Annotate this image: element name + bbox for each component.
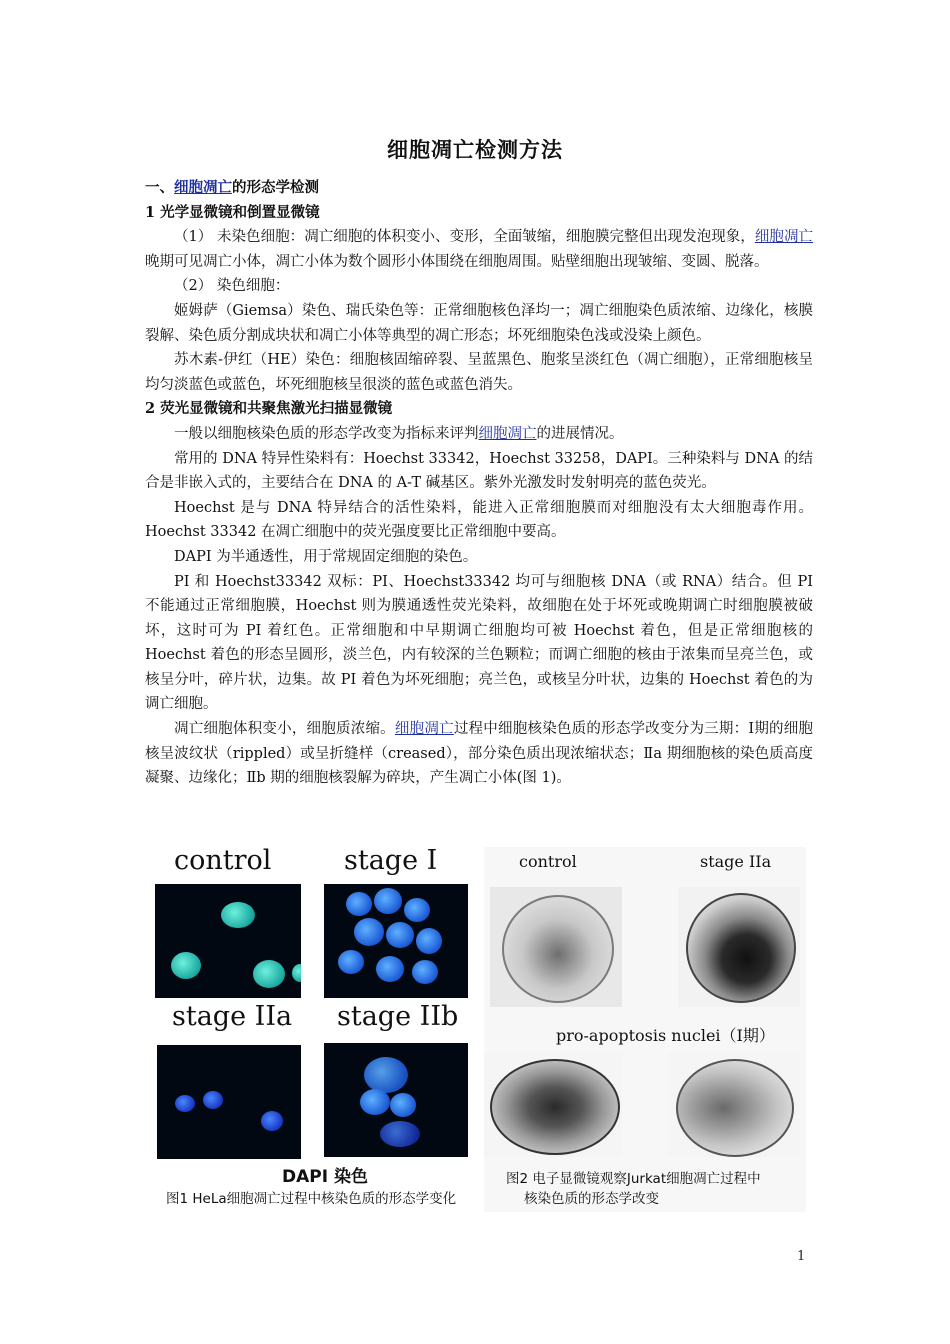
nucleus bbox=[416, 928, 442, 954]
paragraph-pi-hoechst: PI 和 Hoechst33342 双标：PI、Hoechst33342 均可与细胞核 DNA（或 RNA）结合。但 PI 不能通过正常细胞膜，Hoechst 则为膜通透性荧光染料，故细胞在处于坏死或晚期调亡时细胞膜被破坏，这时可为 PI 着红色。正常细胞和中早期调亡细胞均可被 Hoechst 着色，但是正常细胞核的 Hoechst 着色的形态呈圆形，淡兰色，内有较深的兰色颗粒；而调亡细胞的核由于浓集而呈亮兰色，或核呈分叶，碎片状，边集。故 PI 着色为坏死细胞；亮兰色，或核呈分叶状，边集的 Hoechst 着色的为调亡细胞。 bbox=[145, 573, 813, 713]
nucleus bbox=[292, 964, 301, 982]
subheading-1: 1 光学显微镜和倒置显微镜 bbox=[145, 203, 320, 221]
nucleus bbox=[171, 952, 201, 979]
nucleus bbox=[175, 1095, 195, 1112]
fig2-middle-label: pro-apoptosis nuclei（Ⅰ期） bbox=[556, 1026, 775, 1045]
fig1-panel-stage-iia bbox=[157, 1045, 301, 1159]
fig2-caption-line1: 图2 电子显微镜观察Jurkat细胞凋亡过程中 bbox=[506, 1171, 761, 1187]
paragraph-text: 一般以细胞核染色质的形态学改变为指标来评判 bbox=[174, 425, 479, 442]
section-heading-suffix: 的形态学检测 bbox=[232, 179, 319, 196]
nucleus bbox=[203, 1091, 223, 1109]
nucleus bbox=[412, 960, 438, 984]
document-body bbox=[145, 176, 813, 791]
nucleus bbox=[253, 960, 285, 988]
paragraph-text: 的进展情况。 bbox=[536, 425, 624, 442]
paragraph-text: 晚期可见凋亡小体，凋亡小体为数个圆形小体围绕在细胞周围。贴壁细胞出现皱缩、变圆、脱落。 bbox=[145, 253, 769, 270]
fig2-image-pro-apoptosis-1 bbox=[484, 1053, 622, 1157]
em-cell bbox=[490, 1059, 620, 1155]
page-number: 1 bbox=[797, 1249, 806, 1264]
fig1-panel-stage-i bbox=[324, 884, 468, 998]
subheading-2: 2 荧光显微镜和共聚焦激光扫描显微镜 bbox=[145, 400, 393, 418]
em-cell bbox=[502, 895, 614, 1003]
paragraph-unstained bbox=[145, 225, 813, 274]
fig1-panel-stage-iib bbox=[324, 1043, 468, 1157]
nucleus bbox=[404, 898, 430, 922]
fig2-caption-line2: 核染色质的形态学改变 bbox=[524, 1191, 659, 1207]
fig2-label-control: control bbox=[519, 852, 577, 871]
figure-1-dapi bbox=[152, 847, 482, 1212]
figures-area bbox=[152, 847, 807, 1212]
paragraph-dna-dyes: 常用的 DNA 特异性染料有：Hoechst 33342，Hoechst 33258，DAPI。三种染料与 DNA 的结合是非嵌入式的，主要结合在 DNA 的 A-T 碱基区。紫外光激发时发射明亮的蓝色荧光。 bbox=[145, 450, 813, 492]
paragraph-chromatin bbox=[145, 422, 813, 447]
nucleus bbox=[390, 1093, 416, 1117]
nucleus bbox=[338, 950, 364, 974]
paragraph-giemsa: 姬姆萨（Giemsa）染色、瑞氏染色等：正常细胞核色泽均一；凋亡细胞染色质浓缩、边缘化，核膜裂解、染色质分割成块状和凋亡小体等典型的凋亡形态；坏死细胞染色浅或没染上颜色。 bbox=[145, 302, 813, 344]
fig1-stain-label: DAPI 染色 bbox=[282, 1167, 368, 1187]
nucleus bbox=[380, 1121, 420, 1147]
nucleus bbox=[364, 1057, 408, 1093]
document-title: 细胞凋亡检测方法 bbox=[387, 137, 563, 162]
nucleus bbox=[374, 888, 402, 914]
paragraph-text: （1） 未染色细胞：凋亡细胞的体积变小、变形，全面皱缩，细胞膜完整但出现发泡现象， bbox=[174, 229, 755, 246]
nucleus bbox=[346, 892, 372, 916]
nucleus bbox=[261, 1111, 283, 1131]
fig1-label-stage-iia: stage IIa bbox=[172, 1001, 293, 1032]
section-heading-prefix: 一、 bbox=[145, 179, 174, 196]
fig2-image-pro-apoptosis-2 bbox=[668, 1053, 800, 1157]
nucleus bbox=[354, 918, 384, 946]
link-apoptosis[interactable]: 细胞凋亡 bbox=[754, 229, 813, 246]
paragraph-text: 过程中细胞核染色质的形态学改变分为三期：Ⅰ期的细胞核呈波纹状（rippled）或呈折缝样（creased），部分染色质出现浓缩状态；Ⅱa 期细胞核的染色质高度凝聚、边缘化；Ⅱb 期的细胞核裂解为碎块，产生凋亡小体(图 1)。 bbox=[145, 721, 814, 787]
paragraph-text: 凋亡细胞体积变小，细胞质浓缩。 bbox=[174, 721, 395, 738]
paragraph-hoechst: Hoechst 是与 DNA 特异结合的活性染料，能进入正常细胞膜而对细胞没有太大细胞毒作用。Hoechst 33342 在凋亡细胞中的荧光强度要比正常细胞中要高。 bbox=[145, 499, 813, 541]
fig2-image-control bbox=[490, 887, 622, 1007]
fig1-caption: 图1 HeLa细胞凋亡过程中核染色质的形态学变化 bbox=[166, 1191, 457, 1207]
paragraph-stained: （2） 染色细胞： bbox=[174, 278, 290, 295]
fig2-label-stage-iia: stage IIa bbox=[700, 852, 772, 871]
fig1-panel-control bbox=[155, 884, 301, 998]
nucleus bbox=[376, 956, 404, 982]
fig1-label-stage-i: stage I bbox=[344, 845, 438, 876]
section-heading-1 bbox=[145, 176, 813, 201]
paragraph-dapi: DAPI 为半通透性，用于常规固定细胞的染色。 bbox=[174, 548, 478, 565]
em-cell bbox=[686, 893, 796, 1003]
link-apoptosis[interactable]: 细胞凋亡 bbox=[174, 179, 232, 196]
nucleus bbox=[221, 902, 255, 928]
nucleus bbox=[386, 922, 414, 948]
fig1-label-control: control bbox=[174, 845, 272, 876]
figure-2-em bbox=[484, 847, 806, 1212]
em-cell bbox=[676, 1059, 794, 1157]
fig1-label-stage-iib: stage IIb bbox=[337, 1001, 459, 1032]
paragraph-stages bbox=[145, 717, 813, 791]
nucleus bbox=[360, 1089, 390, 1115]
fig2-image-stage-iia bbox=[678, 887, 800, 1007]
paragraph-he: 苏木素-伊红（HE）染色：细胞核固缩碎裂、呈蓝黑色、胞浆呈淡红色（凋亡细胞），正常细胞核呈均匀淡蓝色或蓝色，坏死细胞核呈很淡的蓝色或蓝色消失。 bbox=[145, 352, 813, 393]
link-apoptosis[interactable]: 细胞凋亡 bbox=[478, 425, 537, 442]
link-apoptosis[interactable]: 细胞凋亡 bbox=[394, 721, 454, 738]
